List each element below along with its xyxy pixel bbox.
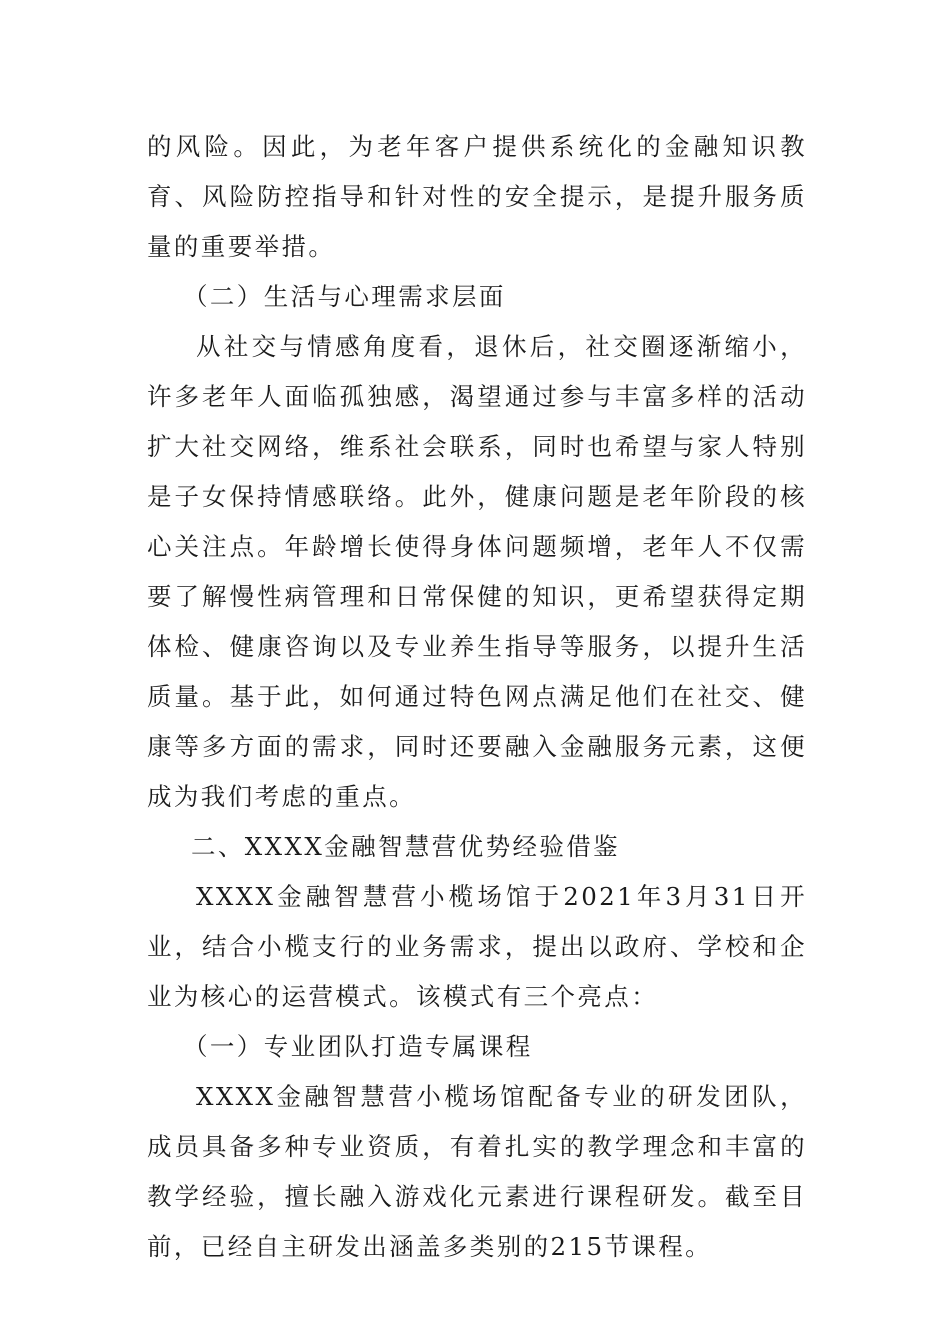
section-heading-experience: 二、XXXX金融智慧营优势经验借鉴 [191, 832, 621, 861]
paragraph-social-health-needs: 从社交与情感角度看，退休后，社交圈逐渐缩小，许多老年人面临孤独感，渴望通过参与丰富多样的活动扩大社交网络，维系社会联系，同时也希望与家人特别是子女保持情感联络。此外，健康问题是老年阶段的核心关注点。年龄增长使得身体问题频增，老年人不仅需要了解慢性病管理和日常保健的知识，更希望获得定期体检、健康咨询以及专业养生指导等服务，以提升生活质量。基于此，如何通过特色网点满足他们在社交、健康等多方面的需求，同时还要融入金融服务元素，这便成为我们考虑的重点。 [147, 332, 807, 811]
document-body [147, 122, 807, 1272]
subheading-professional-team: （一）专业团队打造专属课程 [183, 1032, 533, 1061]
paragraph-course-development: XXXX金融智慧营小榄场馆配备专业的研发团队，成员具备多种专业资质，有着扎实的教学理念和丰富的教学经验，擅长融入游戏化元素进行课程研发。截至目前，已经自主研发出涵盖多类别的215节课程。 [147, 1082, 807, 1261]
paragraph-venue-intro: XXXX金融智慧营小榄场馆于2021年3月31日开业，结合小榄支行的业务需求，提出以政府、学校和企业为核心的运营模式。该模式有三个亮点： [147, 882, 807, 1011]
paragraph-continuation: 的风险。因此，为老年客户提供系统化的金融知识教育、风险防控指导和针对性的安全提示，是提升服务质量的重要举措。 [147, 132, 807, 261]
subheading-life-psychology-needs: （二）生活与心理需求层面 [183, 282, 506, 311]
